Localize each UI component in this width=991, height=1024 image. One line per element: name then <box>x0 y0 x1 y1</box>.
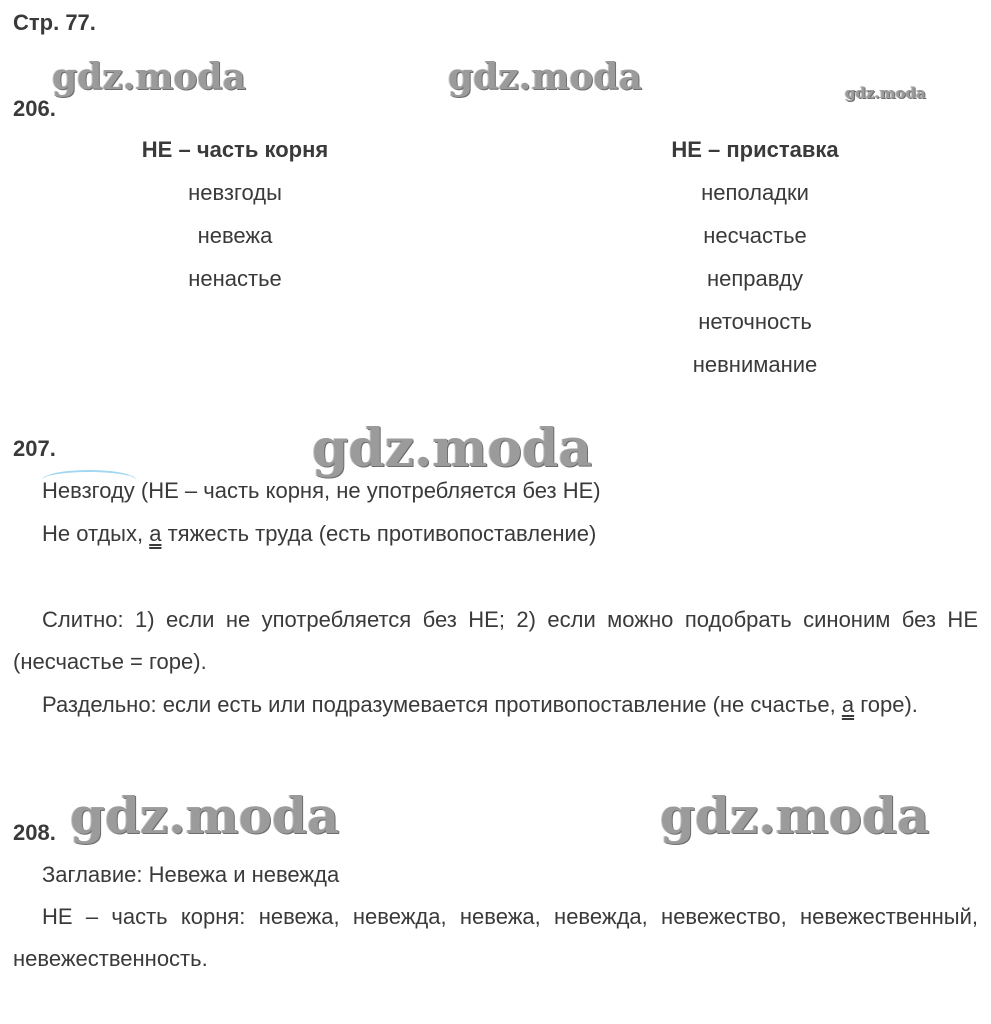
text-line: Невзгоду (НЕ – часть корня, не употребляется без НЕ) <box>42 478 601 503</box>
word-item: неполадки <box>701 180 809 205</box>
underlined-conjunction: а <box>841 692 855 717</box>
word-item: невежа <box>197 223 273 248</box>
watermark-logo: gdz.moda <box>660 786 930 845</box>
word-item: ненастье <box>188 266 282 291</box>
column-header: НЕ – приставка <box>671 137 839 162</box>
text-line: Не отдых, а тяжесть труда (есть противопоставление) <box>42 521 597 546</box>
word-item: невзгоды <box>188 180 282 205</box>
column-root <box>100 134 370 306</box>
answer-paragraph: НЕ – часть корня: невежа, невежда, невежа, невежда, невежество, невежественный, невежественность. <box>13 904 978 971</box>
watermark-logo: gdz.moda <box>448 56 642 98</box>
column-prefix <box>620 134 890 392</box>
exercise-number-206: 206. <box>13 96 56 121</box>
watermark-logo: gdz.moda <box>312 418 593 479</box>
rule-paragraph: Раздельно: если есть или подразумевается противопоставление (не счастье, а горе). <box>42 692 918 717</box>
word-item: невнимание <box>692 352 818 377</box>
word-item: несчастье <box>703 223 807 248</box>
word-item: неточность <box>698 309 812 334</box>
rule-paragraph: Слитно: 1) если не употребляется без НЕ; 2) если можно подобрать синоним без НЕ (несчастье = горе). <box>13 607 978 674</box>
watermark-logo: gdz.moda <box>52 56 246 98</box>
watermark-logo: gdz.moda <box>70 786 340 845</box>
title-line: Заглавие: Невежа и невежда <box>42 862 340 887</box>
page-label: Стр. 77. <box>13 10 96 35</box>
underlined-conjunction: а <box>149 521 162 546</box>
exercise-number-207: 207. <box>13 436 56 461</box>
word-item: неправду <box>706 266 804 291</box>
watermark-logo: gdz.moda <box>845 84 926 102</box>
exercise-number-208: 208. <box>13 820 56 845</box>
column-header: НЕ – часть корня <box>141 137 329 162</box>
